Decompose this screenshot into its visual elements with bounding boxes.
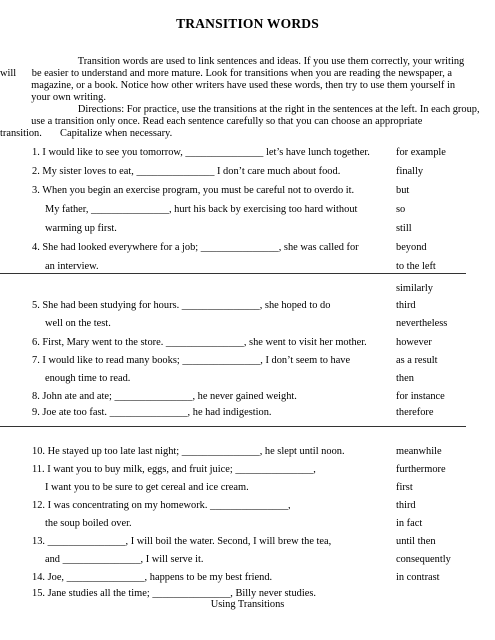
sentence-line: 6. First, Mary went to the store. _______________, she went to visit her mother.: [32, 337, 367, 348]
sentence-line: 14. Joe, _______________, happens to be my best friend.: [32, 572, 273, 583]
word-bank-item: similarly: [396, 283, 433, 294]
sentence-line: 9. Joe ate too fast. _______________, he had indigestion.: [32, 407, 272, 418]
word-bank-item: consequently: [396, 554, 451, 565]
word-bank-item: first: [396, 482, 413, 493]
word-bank-item: so: [396, 204, 406, 215]
word-bank-item: third: [396, 300, 416, 311]
sentence-line: 5. She had been studying for hours. _______________, she hoped to do: [32, 300, 331, 311]
sentence-line: 8. John ate and ate; _______________, he never gained weight.: [32, 391, 297, 402]
word-bank-item: third: [396, 500, 416, 511]
sentence-line: 11. I want you to buy milk, eggs, and fruit juice; _______________,: [32, 464, 316, 475]
sentence-line: 1. I would like to see you tomorrow, _______________ let’s have lunch together.: [32, 147, 370, 158]
word-bank-item: furthermore: [396, 464, 446, 475]
word-bank-item: to the left: [396, 261, 436, 272]
word-bank-item: then: [396, 373, 414, 384]
sentence-line: enough time to read.: [45, 373, 131, 384]
sentence-line: well on the test.: [45, 318, 111, 329]
intro-line: transition. Capitalize when necessary.: [0, 128, 173, 139]
sentence-line: 10. He stayed up too late last night; _______________, he slept until noon.: [32, 446, 345, 457]
sentence-line: 3. When you begin an exercise program, you must be careful not to overdo it.: [32, 185, 355, 196]
word-bank-item: in fact: [396, 518, 423, 529]
sentence-line: an interview.: [45, 261, 99, 272]
word-bank-item: in contrast: [396, 572, 440, 583]
sentence-line: 15. Jane studies all the time; _______________, Billy never studies.: [32, 588, 316, 599]
word-bank-item: beyond: [396, 242, 427, 253]
intro-line: Directions: For practice, use the transitions at the right in the sentences at the left. In each group,: [0, 104, 480, 115]
intro-line: will be easier to understand and more mature. Look for transitions when you are reading the newspaper, a: [0, 68, 453, 79]
intro-line: your own writing.: [0, 92, 106, 103]
sentence-line: 4. She had looked everywhere for a job; _______________, she was called for: [32, 242, 359, 253]
page-title: TRANSITION WORDS: [176, 16, 319, 31]
sentence-line: warming up first.: [45, 223, 117, 234]
sentence-line: the soup boiled over.: [45, 518, 132, 529]
page-footer: Using Transitions: [210, 599, 285, 610]
word-bank-item: until then: [396, 536, 436, 547]
word-bank-item: finally: [396, 166, 424, 177]
word-bank-item: as a result: [396, 355, 438, 366]
section-divider: [0, 273, 466, 274]
word-bank-item: for example: [396, 147, 446, 158]
sentence-line: 7. I would like to read many books; _______________, I don’t seem to have: [32, 355, 351, 366]
word-bank-item: but: [396, 185, 410, 196]
word-bank-item: still: [396, 223, 412, 234]
sentence-line: 2. My sister loves to eat, _______________ I don’t care much about food.: [32, 166, 341, 177]
section-divider: [0, 426, 466, 427]
word-bank-item: nevertheless: [396, 318, 448, 329]
word-bank-item: however: [396, 337, 432, 348]
word-bank-item: for instance: [396, 391, 445, 402]
intro-line: Transition words are used to link sentences and ideas. If you use them correctly, your writing: [0, 56, 465, 67]
word-bank-item: meanwhile: [396, 446, 442, 457]
sentence-line: My father, _______________, hurt his back by exercising too hard without: [45, 204, 358, 215]
word-bank-item: therefore: [396, 407, 434, 418]
sentence-line: 12. I was concentrating on my homework. _______________,: [32, 500, 291, 511]
sentence-line: 13. _______________, I will boil the water. Second, I will brew the tea,: [32, 536, 332, 547]
sentence-line: I want you to be sure to get cereal and ice cream.: [45, 482, 249, 493]
intro-line: magazine, or a book. Notice how other writers have used these words, then try to use them yourself in: [0, 80, 456, 91]
sentence-line: and _______________, I will serve it.: [45, 554, 204, 565]
intro-line: use a transition only once. Read each sentence carefully so that you can choose an appropriate: [0, 116, 423, 127]
